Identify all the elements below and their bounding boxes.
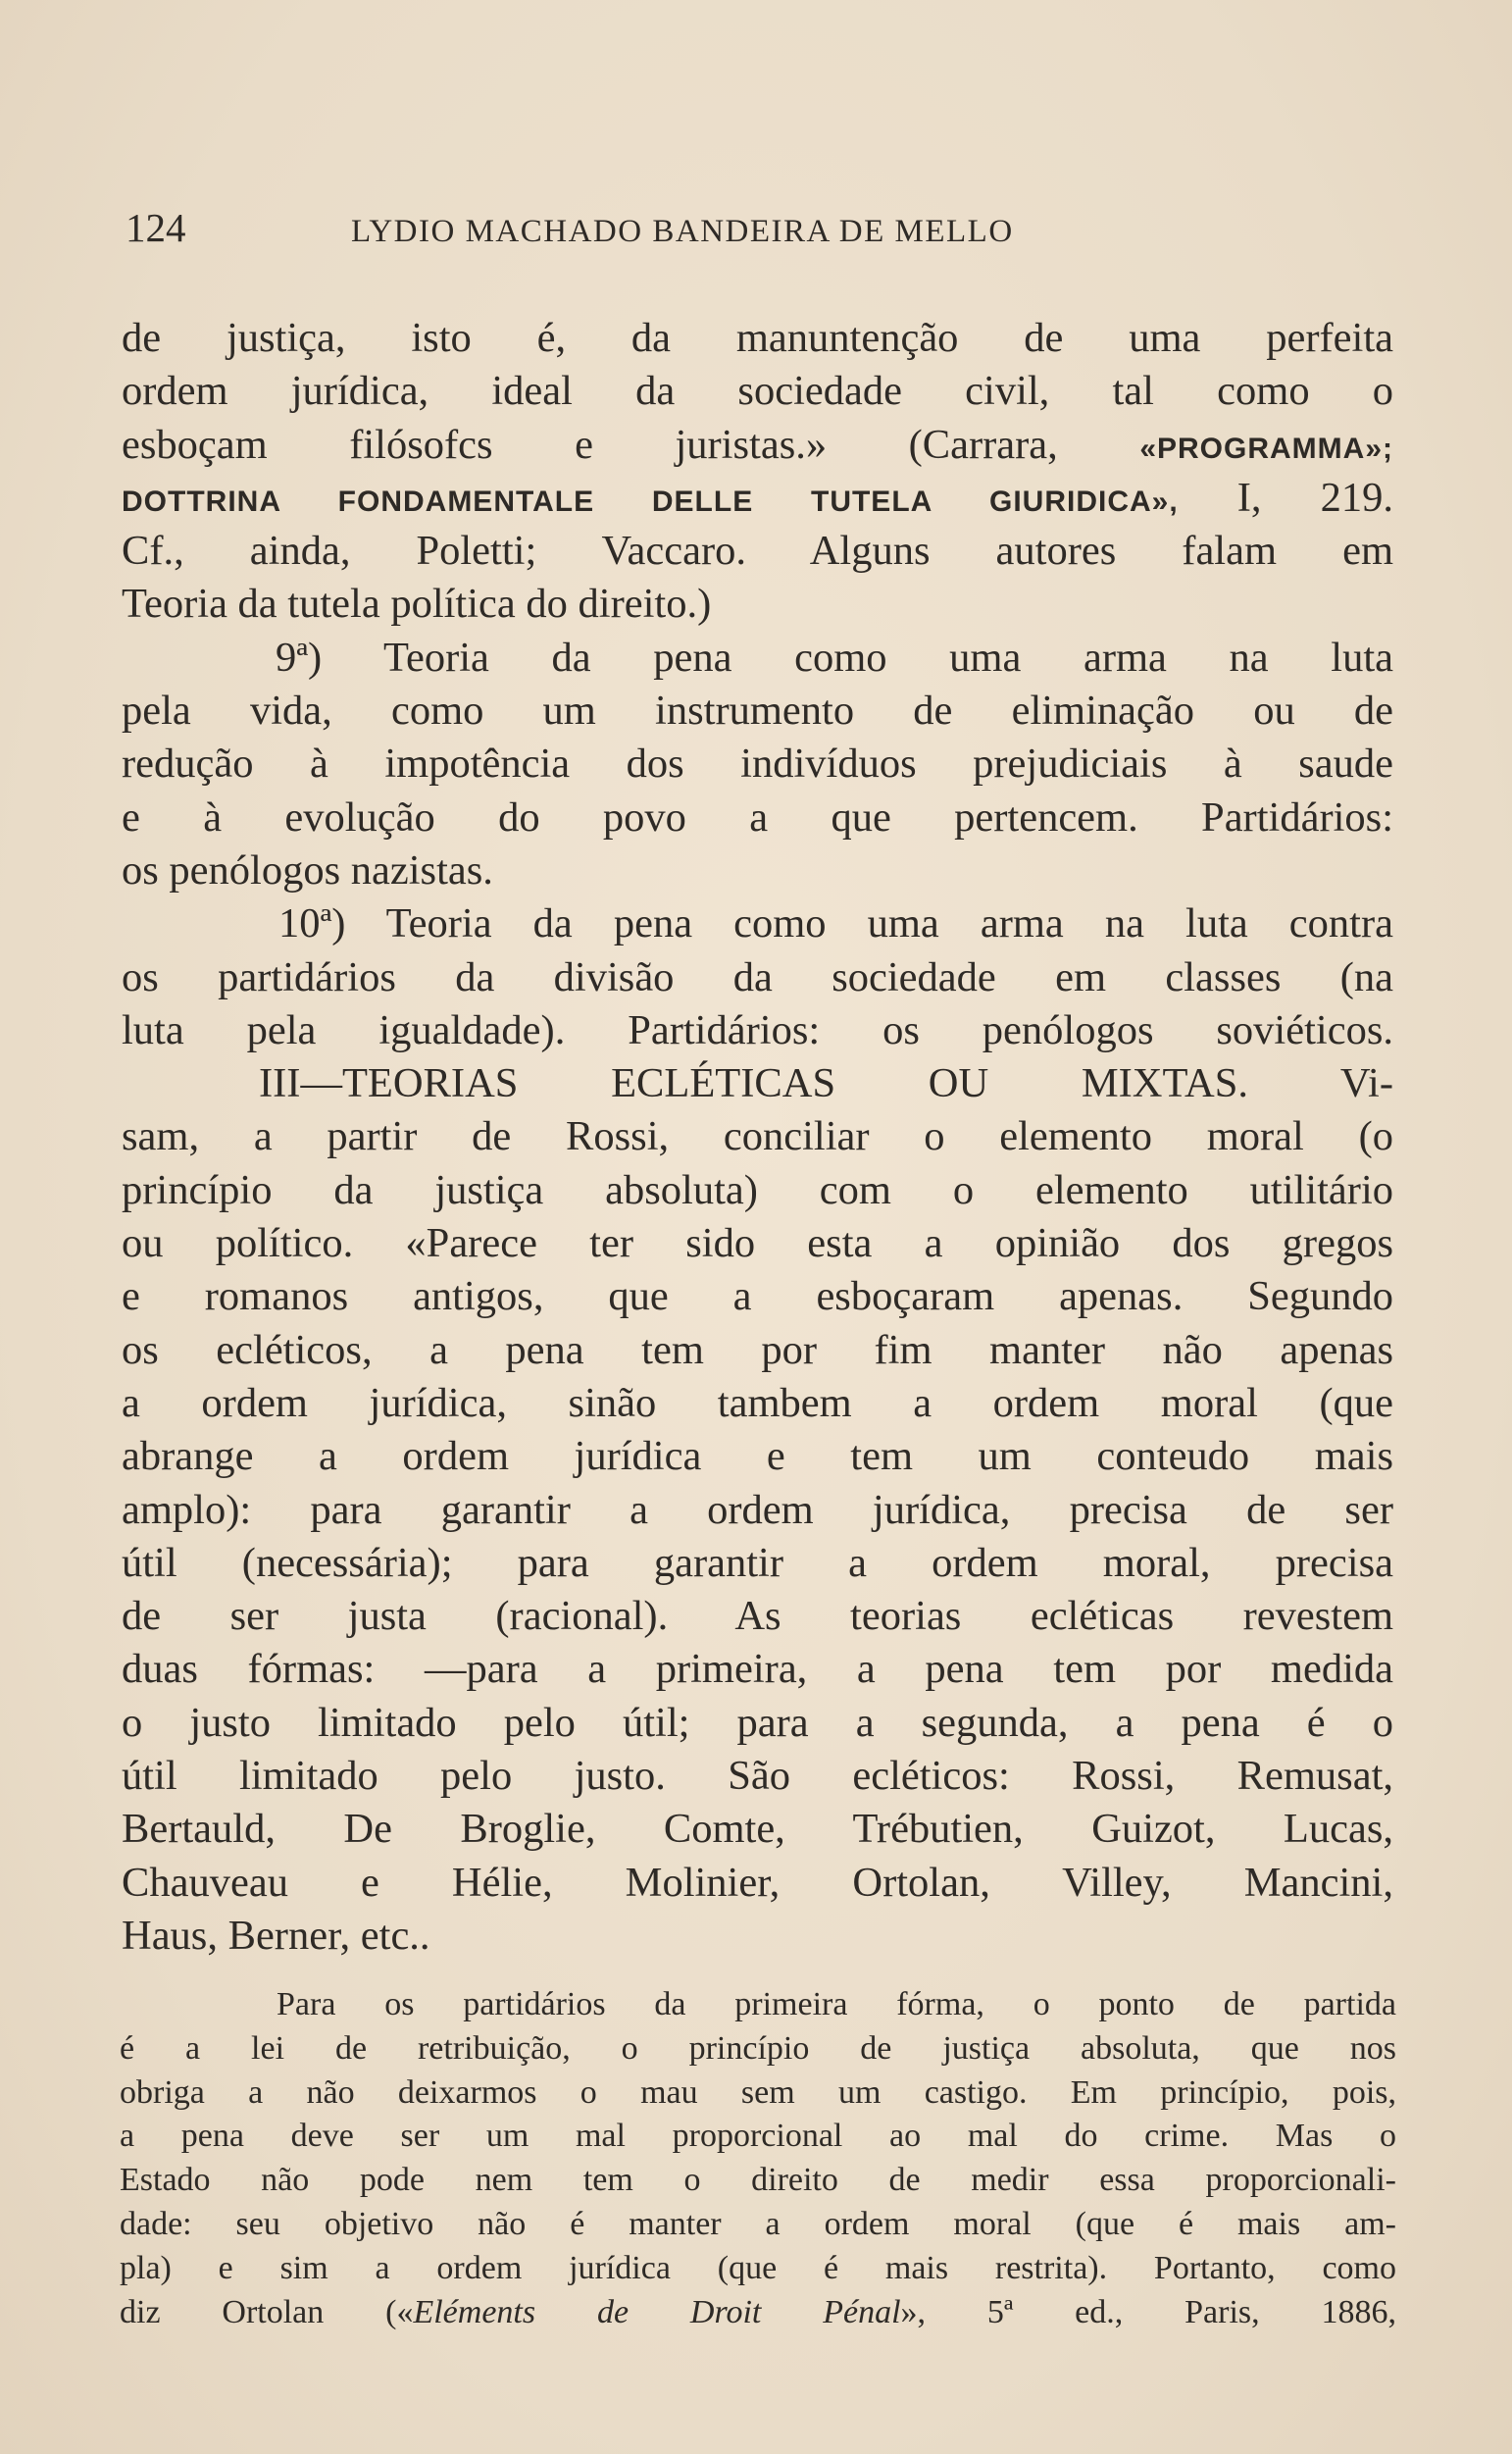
text-line [122, 419, 1393, 472]
text-fragment: », 5ª ed., Paris, 1886, [900, 2293, 1396, 2330]
text-line: ou político. «Parece ter sido esta a opinião dos gregos [122, 1220, 1393, 1267]
text-line: Haus, Berner, etc.. [122, 1912, 430, 1959]
text-line: amplo): para garantir a ordem jurídica, precisa de ser [122, 1486, 1393, 1533]
footnote-line: Estado não pode nem tem o direito de medir essa proporcionali- [120, 2162, 1396, 2199]
text-line: redução à impotência dos indivíduos prejudiciais à saude [122, 741, 1393, 788]
footnote-line: obriga a não deixarmos o mau sem um castigo. Em princípio, pois, [120, 2073, 1396, 2111]
running-head [126, 204, 1400, 263]
footnote-line [120, 2291, 1396, 2335]
text-line: o justo limitado pelo útil; para a segunda, a pena é o [122, 1699, 1393, 1746]
text-line: os penólogos nazistas. [122, 846, 493, 894]
text-line [122, 472, 1393, 525]
footnote-line: Para os partidários da primeira fórma, o ponto de partida [277, 1986, 1396, 2022]
text-line: e romanos antigos, que a esboçaram apenas. Segundo [122, 1273, 1393, 1320]
text-line: de justiça, isto é, da manuntenção de uma perfeita [122, 315, 1393, 361]
text-fragment: esboçam filósofcs e juristas.» (Carrara, [122, 421, 1058, 468]
footnote-line: é a lei de retribuição, o princípio de justiça absoluta, que nos [120, 2029, 1396, 2067]
page-number: 124 [126, 205, 186, 250]
text-line: Cf., ainda, Poletti; Vaccaro. Alguns autores falam em [122, 528, 1393, 575]
text-fragment: I, 219. [1236, 474, 1393, 521]
text-line: abrange a ordem jurídica e tem um conteudo mais [122, 1433, 1393, 1480]
paragraph-start-line: 9ª) Teoria da pena como uma arma na luta [276, 634, 1393, 681]
text-line: os ecléticos, a pena tem por fim manter não apenas [122, 1326, 1393, 1373]
text-line: duas fórmas: —para a primeira, a pena tem por medida [122, 1646, 1393, 1693]
footnote-block [120, 1983, 1396, 2334]
small-caps-title: «PROGRAMMA»; [1139, 432, 1393, 465]
text-line: ordem jurídica, ideal da sociedade civil, tal como o [122, 368, 1393, 415]
text-line: a ordem jurídica, sinão tambem a ordem moral (que [122, 1379, 1393, 1426]
text-line: os partidários da divisão da sociedade em classes (na [122, 953, 1393, 1000]
body-text [122, 312, 1393, 1963]
text-line: luta pela igualdade). Partidários: os penólogos soviéticos. [122, 1006, 1393, 1053]
small-caps-title: DOTTRINA FONDAMENTALE DELLE TUTELA GIURIDICA», [122, 485, 1179, 518]
italic-book-title: Eléments de Droit Pénal [413, 2293, 901, 2330]
section-heading-line: III—TEORIAS ECLÉTICAS OU MIXTAS. Vi- [259, 1060, 1393, 1107]
text-line: útil (necessária); para garantir a ordem moral, precisa [122, 1539, 1393, 1586]
text-line: Chauveau e Hélie, Molinier, Ortolan, Villey, Mancini, [122, 1859, 1393, 1906]
footnote-line: a pena deve ser um mal proporcional ao mal do crime. Mas o [120, 2118, 1396, 2155]
text-line: de ser justa (racional). As teorias ecléticas revestem [122, 1593, 1393, 1640]
text-line: pela vida, como um instrumento de eliminação ou de [122, 688, 1393, 735]
text-line: princípio da justiça absoluta) com o elemento utilitário [122, 1166, 1393, 1213]
text-line: e à evolução do povo a que pertencem. Partidários: [122, 793, 1393, 841]
footnote-line: dade: seu objetivo não é manter a ordem moral (que é mais am- [120, 2205, 1396, 2242]
text-line: sam, a partir de Rossi, conciliar o elemento moral (o [122, 1113, 1393, 1160]
paragraph-start-line: 10ª) Teoria da pena como uma arma na luta contra [278, 900, 1393, 947]
text-line: útil limitado pelo justo. São ecléticos: Rossi, Remusat, [122, 1753, 1393, 1800]
text-line: Bertauld, De Broglie, Comte, Trébutien, Guizot, Lucas, [122, 1806, 1393, 1853]
text-fragment: diz Ortolan (« [120, 2293, 414, 2330]
running-head-author: LYDIO MACHADO BANDEIRA DE MELLO [351, 214, 1014, 249]
footnote-line: pla) e sim a ordem jurídica (que é mais restrita). Portanto, como [120, 2249, 1396, 2286]
text-line: Teoria da tutela política do direito.) [122, 581, 712, 628]
